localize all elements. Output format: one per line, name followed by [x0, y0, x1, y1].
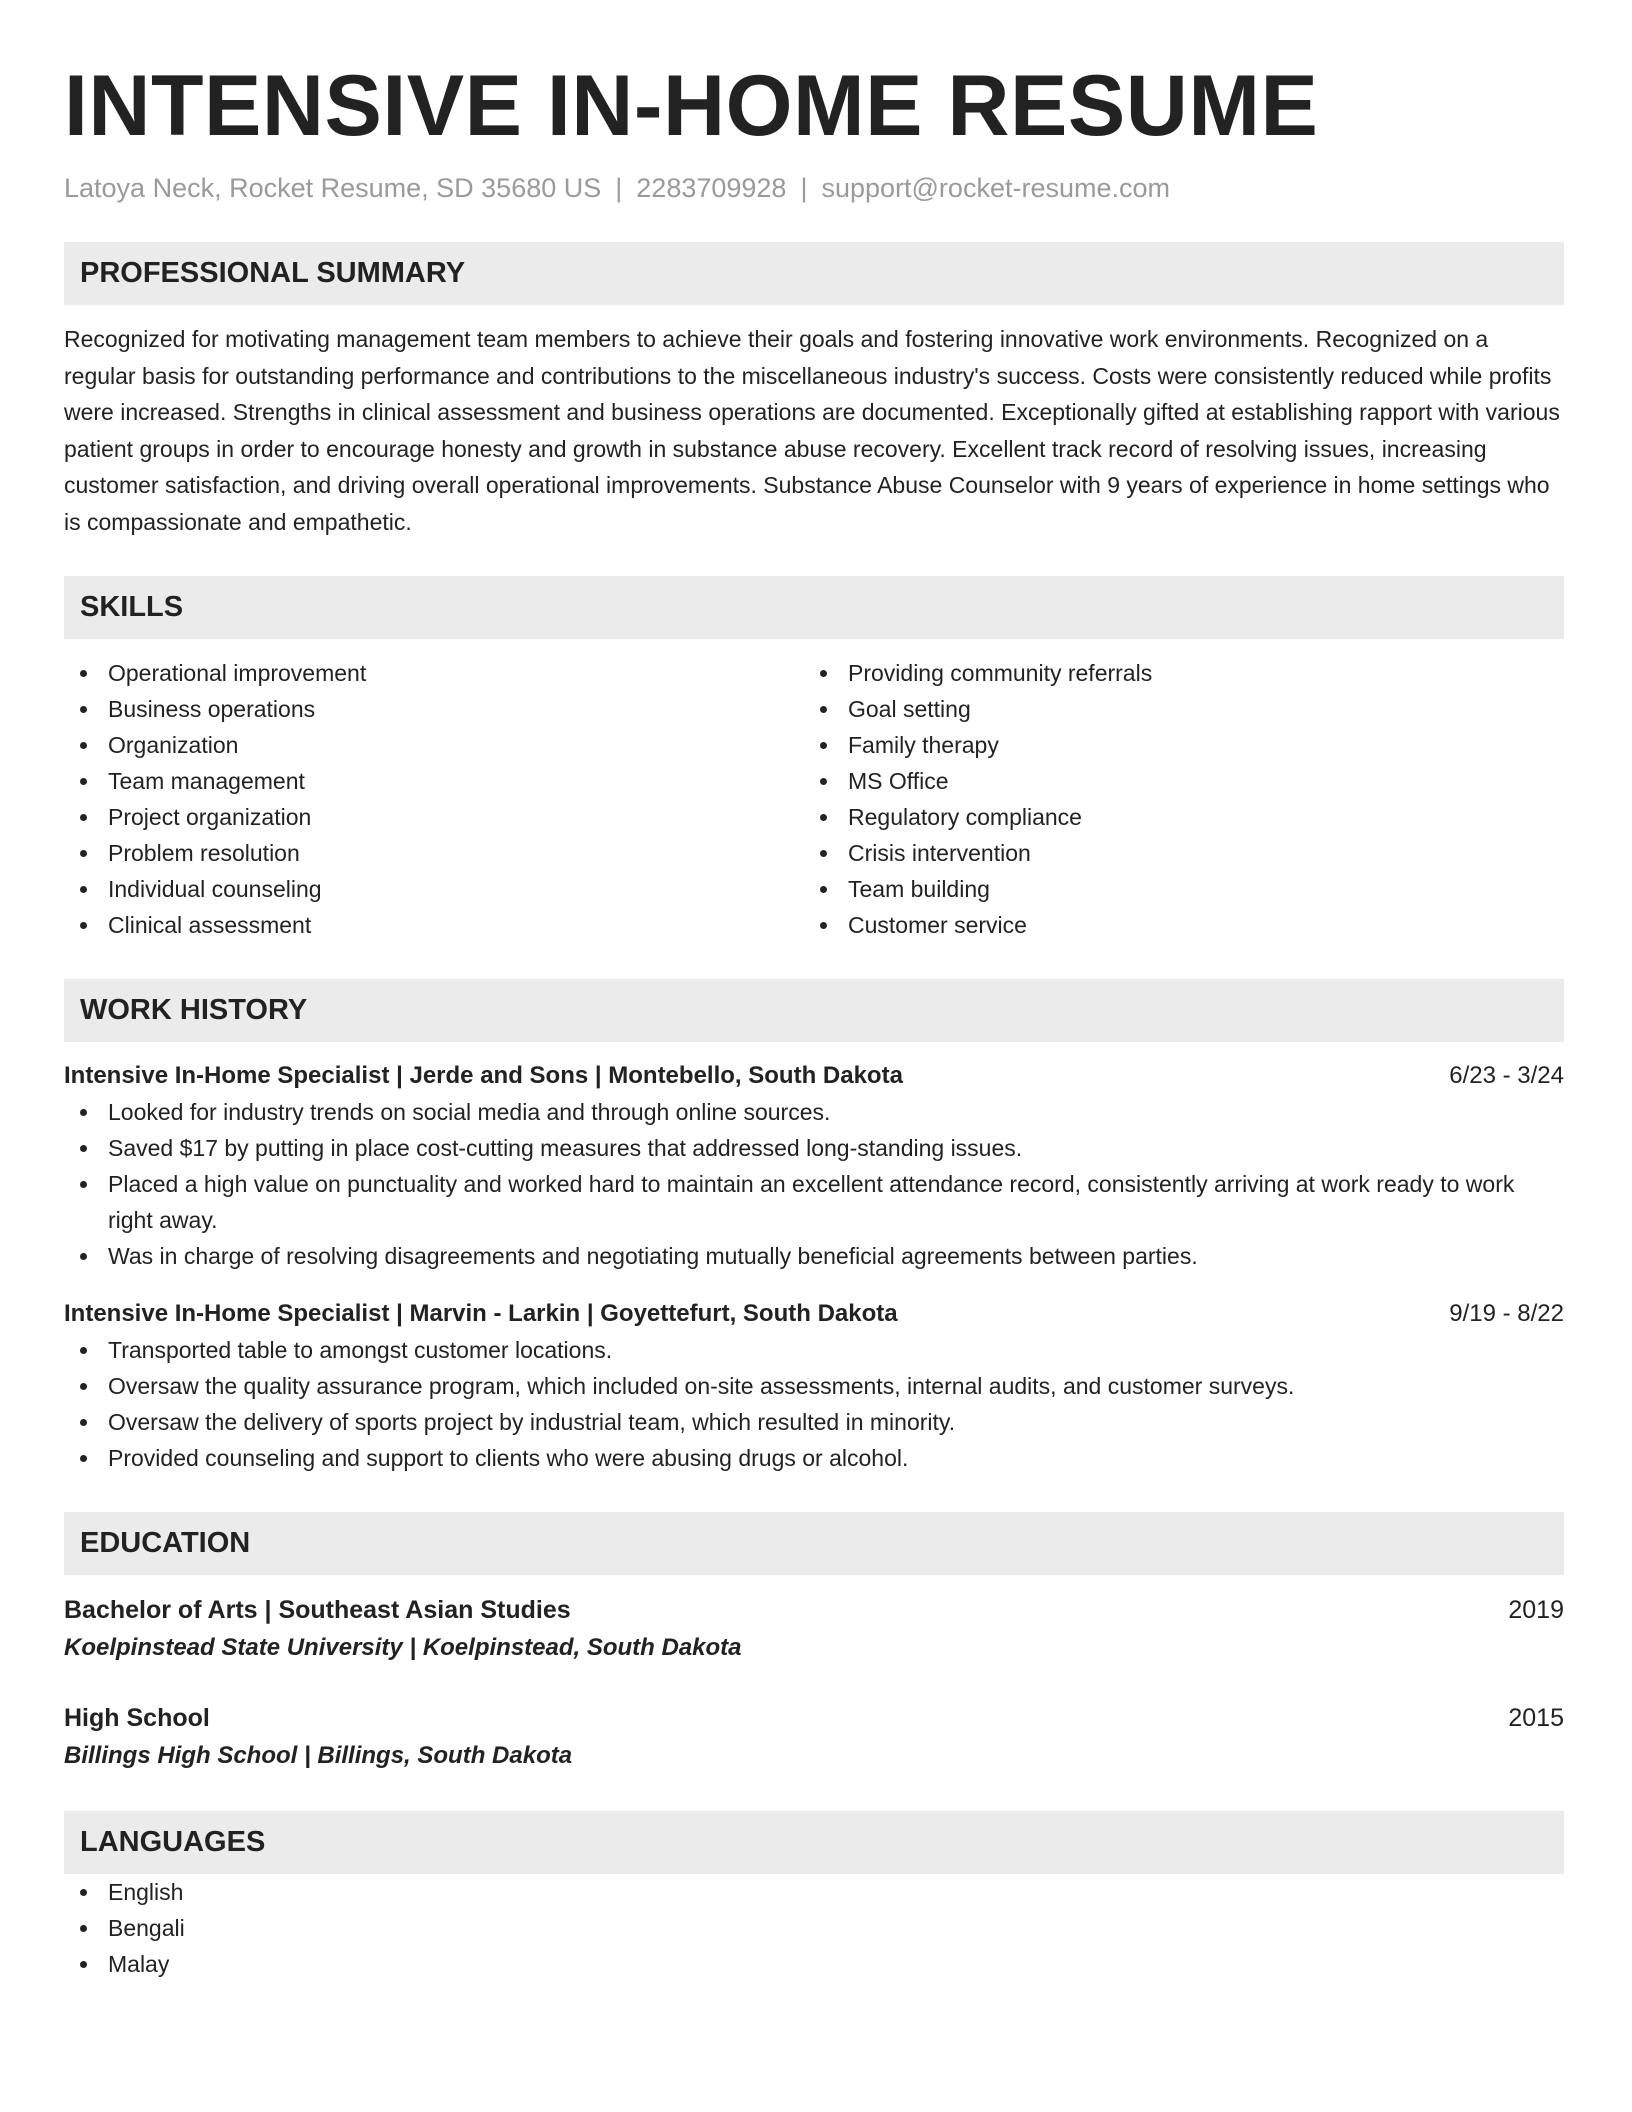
education-header [64, 1699, 1564, 1737]
job-bullets [64, 1094, 1564, 1274]
language-item: Malay [64, 1946, 1564, 1982]
skill-item: Operational improvement [64, 655, 804, 691]
education-header [64, 1591, 1564, 1629]
section-heading-summary: PROFESSIONAL SUMMARY [64, 242, 1564, 305]
skills-column-right [804, 655, 1544, 943]
skill-item: Providing community referrals [804, 655, 1544, 691]
skills-list [64, 655, 1564, 943]
job-bullet: Was in charge of resolving disagreements and negotiating mutually beneficial agreements between parties. [64, 1238, 1564, 1274]
skill-item: Goal setting [804, 691, 1544, 727]
education-degree: High School [64, 1704, 210, 1732]
section-heading-education: EDUCATION [64, 1512, 1564, 1575]
job-entry [64, 1296, 1564, 1476]
job-date: 6/23 - 3/24 [1449, 1062, 1564, 1089]
skill-item: Individual counseling [64, 871, 804, 907]
contact-separator: | [800, 173, 808, 203]
education-year: 2019 [1508, 1596, 1564, 1624]
contact-address: Latoya Neck, Rocket Resume, SD 35680 US [64, 173, 602, 203]
language-item: English [64, 1874, 1564, 1910]
resume-page [64, 58, 1564, 1982]
job-bullet: Transported table to amongst customer locations. [64, 1332, 1564, 1368]
skill-item: Regulatory compliance [804, 799, 1544, 835]
education-school: Koelpinstead State University | Koelpinstead, South Dakota [64, 1634, 742, 1661]
job-title: Intensive In-Home Specialist | Marvin - Larkin | Goyettefurt, South Dakota [64, 1300, 898, 1327]
job-bullet: Looked for industry trends on social media and through online sources. [64, 1094, 1564, 1130]
contact-line [64, 170, 1564, 206]
job-bullet: Placed a high value on punctuality and worked hard to maintain an excellent attendance record, consistently arriving at work ready to work right away. [64, 1166, 1564, 1238]
education-degree: Bachelor of Arts | Southeast Asian Studies [64, 1596, 571, 1624]
job-bullet: Oversaw the quality assurance program, which included on-site assessments, internal audits, and customer surveys. [64, 1368, 1564, 1404]
skill-item: Crisis intervention [804, 835, 1544, 871]
skill-item: Clinical assessment [64, 907, 804, 943]
section-heading-skills: SKILLS [64, 576, 1564, 639]
job-bullet: Saved $17 by putting in place cost-cutting measures that addressed long-standing issues. [64, 1130, 1564, 1166]
summary-text: Recognized for motivating management team members to achieve their goals and fostering innovative work environments. Recognized on a regular basis for outstanding performance and contributions to the miscellaneous industry's success. Costs were consistently reduced while profits were increased. Strengths in clinical assessment and business operations are documented. Exceptionally gifted at establishing rapport with various patient groups in order to encourage honesty and growth in substance abuse recovery. Excellent track record of resolving issues, increasing customer satisfaction, and driving overall operational improvements. Substance Abuse Counselor with 9 years of experience in home settings who is compassionate and empathetic. [64, 326, 1560, 535]
job-bullets [64, 1332, 1564, 1476]
skill-item: Family therapy [804, 727, 1544, 763]
education-year: 2015 [1508, 1704, 1564, 1732]
skill-item: Problem resolution [64, 835, 804, 871]
skill-item: Customer service [804, 907, 1544, 943]
language-item: Bengali [64, 1910, 1564, 1946]
job-bullet: Provided counseling and support to clients who were abusing drugs or alcohol. [64, 1440, 1564, 1476]
section-heading-languages: LANGUAGES [64, 1811, 1564, 1874]
education-school: Billings High School | Billings, South Dakota [64, 1742, 573, 1769]
skills-column-left [64, 655, 804, 943]
section-heading-work-history: WORK HISTORY [64, 979, 1564, 1042]
skill-item: Team building [804, 871, 1544, 907]
job-entry [64, 1058, 1564, 1274]
contact-email: support@rocket-resume.com [821, 173, 1170, 203]
skill-item: Project organization [64, 799, 804, 835]
contact-phone: 2283709928 [636, 173, 787, 203]
skill-item: MS Office [804, 763, 1544, 799]
education-entry [64, 1591, 1564, 1667]
education-entry [64, 1699, 1564, 1775]
skill-item: Business operations [64, 691, 804, 727]
job-date: 9/19 - 8/22 [1449, 1300, 1564, 1327]
skill-item: Organization [64, 727, 804, 763]
skill-item: Team management [64, 763, 804, 799]
job-header [64, 1058, 1564, 1094]
contact-separator: | [615, 173, 623, 203]
resume-title: INTENSIVE IN-HOME RESUME [64, 58, 1319, 154]
job-header [64, 1296, 1564, 1332]
job-bullet: Oversaw the delivery of sports project by industrial team, which resulted in minority. [64, 1404, 1564, 1440]
languages-list [64, 1874, 1564, 1982]
job-title: Intensive In-Home Specialist | Jerde and Sons | Montebello, South Dakota [64, 1062, 903, 1089]
